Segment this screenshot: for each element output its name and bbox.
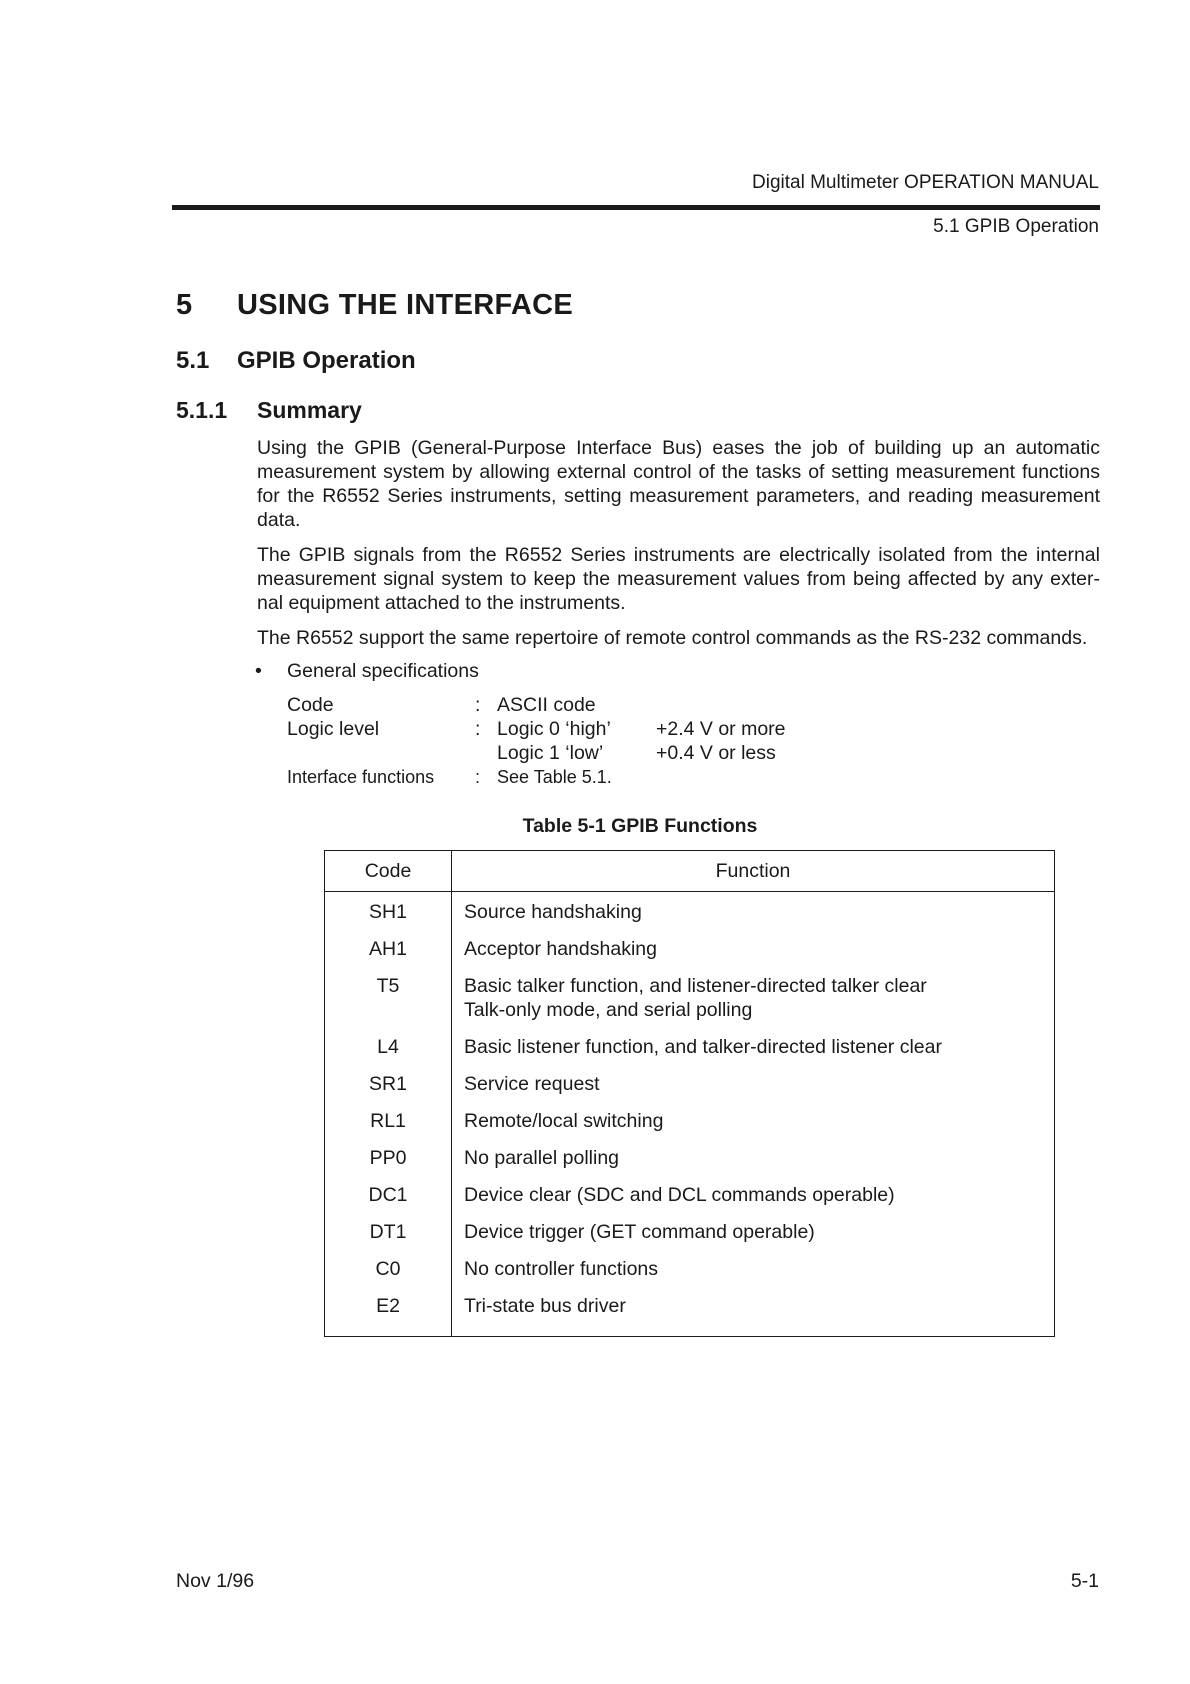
bullet-general-specifications	[255, 660, 479, 683]
paragraph-isolation: The GPIB signals from the R6552 Series instruments are electrically isolated from the internal measurement signal system to keep the measurement values from being affected by any exter-nal equipment attached to the instruments.	[257, 544, 1100, 614]
spec-colon: :	[475, 694, 481, 716]
spec-interface-value: See Table 5.1.	[497, 767, 612, 787]
row-function: Tri-state bus driver	[464, 1295, 626, 1317]
spec-logic-label: Logic level	[287, 718, 380, 740]
row-code: E2	[325, 1289, 452, 1337]
row-code: SH1	[325, 892, 452, 933]
subsection-title: Summary	[257, 397, 362, 423]
section-title: GPIB Operation	[237, 347, 416, 374]
gpib-functions-table	[324, 850, 1055, 1337]
row-function-line2: Talk-only mode, and serial polling	[464, 999, 753, 1021]
row-function: Source handshaking	[464, 901, 642, 923]
bullet-text: General specifications	[287, 660, 479, 682]
row-function: Device trigger (GET command operable)	[464, 1221, 815, 1243]
spec-logic0-value: +2.4 V or more	[656, 718, 786, 740]
spec-colon: :	[475, 767, 481, 787]
row-function: No controller functions	[464, 1258, 659, 1280]
row-code: L4	[325, 1030, 452, 1067]
table-row	[325, 892, 1055, 933]
table-row	[325, 969, 1055, 1030]
section-number: 5.1	[176, 347, 210, 374]
row-function: Remote/local switching	[464, 1110, 664, 1132]
chapter-heading	[176, 289, 573, 322]
row-function: No parallel polling	[464, 1147, 620, 1169]
footer-page-number: 5-1	[1070, 1570, 1099, 1592]
table-header-function: Function	[452, 851, 1055, 892]
row-code: DT1	[325, 1215, 452, 1252]
footer-date: Nov 1/96	[176, 1570, 255, 1592]
table-caption: Table 5-1 GPIB Functions	[522, 815, 758, 837]
subsection-heading	[176, 397, 362, 424]
chapter-number: 5	[176, 289, 193, 321]
table-header-row	[325, 851, 1055, 892]
row-function: Device clear (SDC and DCL commands operable)	[464, 1184, 895, 1206]
row-code: T5	[325, 969, 452, 1030]
row-code: RL1	[325, 1104, 452, 1141]
table-row	[325, 1067, 1055, 1104]
row-code: PP0	[325, 1141, 452, 1178]
row-function: Service request	[464, 1073, 600, 1095]
table-row	[325, 1215, 1055, 1252]
spec-logic0: Logic 0 ‘high’	[497, 718, 611, 740]
paragraph-intro: Using the GPIB (General-Purpose Interface Bus) eases the job of building up an automatic measurement system by allowing external control of the tasks of setting measurement functions for the R6552 Series instruments, setting measurement parameters, and reading measurement data.	[257, 437, 1100, 531]
table-row	[325, 1030, 1055, 1067]
row-function: Basic listener function, and talker-directed listener clear	[464, 1036, 942, 1058]
chapter-title: USING THE INTERFACE	[237, 289, 573, 321]
table-row	[325, 1178, 1055, 1215]
paragraph-commands: The R6552 support the same repertoire of remote control commands as the RS-232 commands.	[257, 627, 1088, 649]
table-row	[325, 1252, 1055, 1289]
table-row	[325, 932, 1055, 969]
table-row	[325, 1104, 1055, 1141]
row-function-line1: Basic talker function, and listener-directed talker clear	[464, 975, 927, 997]
row-function-multiline	[452, 969, 1055, 1030]
header-rule	[172, 205, 1100, 210]
row-code: SR1	[325, 1067, 452, 1104]
row-code: DC1	[325, 1178, 452, 1215]
subsection-number: 5.1.1	[176, 397, 228, 423]
spec-interface-label: Interface functions	[287, 767, 435, 787]
header-title: Digital Multimeter OPERATION MANUAL	[752, 172, 1099, 193]
bullet-icon: •	[255, 660, 262, 682]
header-section: 5.1 GPIB Operation	[933, 216, 1099, 237]
table-header-code: Code	[325, 851, 452, 892]
table-row	[325, 1141, 1055, 1178]
spec-logic1-value: +0.4 V or less	[656, 742, 776, 764]
spec-colon: :	[475, 718, 481, 740]
row-function: Acceptor handshaking	[464, 938, 657, 960]
row-code: AH1	[325, 932, 452, 969]
row-code: C0	[325, 1252, 452, 1289]
spec-code-value: ASCII code	[497, 694, 596, 716]
table-row	[325, 1289, 1055, 1337]
section-heading	[176, 347, 416, 375]
spec-code-label: Code	[287, 694, 334, 716]
spec-logic1: Logic 1 ‘low’	[497, 742, 604, 764]
